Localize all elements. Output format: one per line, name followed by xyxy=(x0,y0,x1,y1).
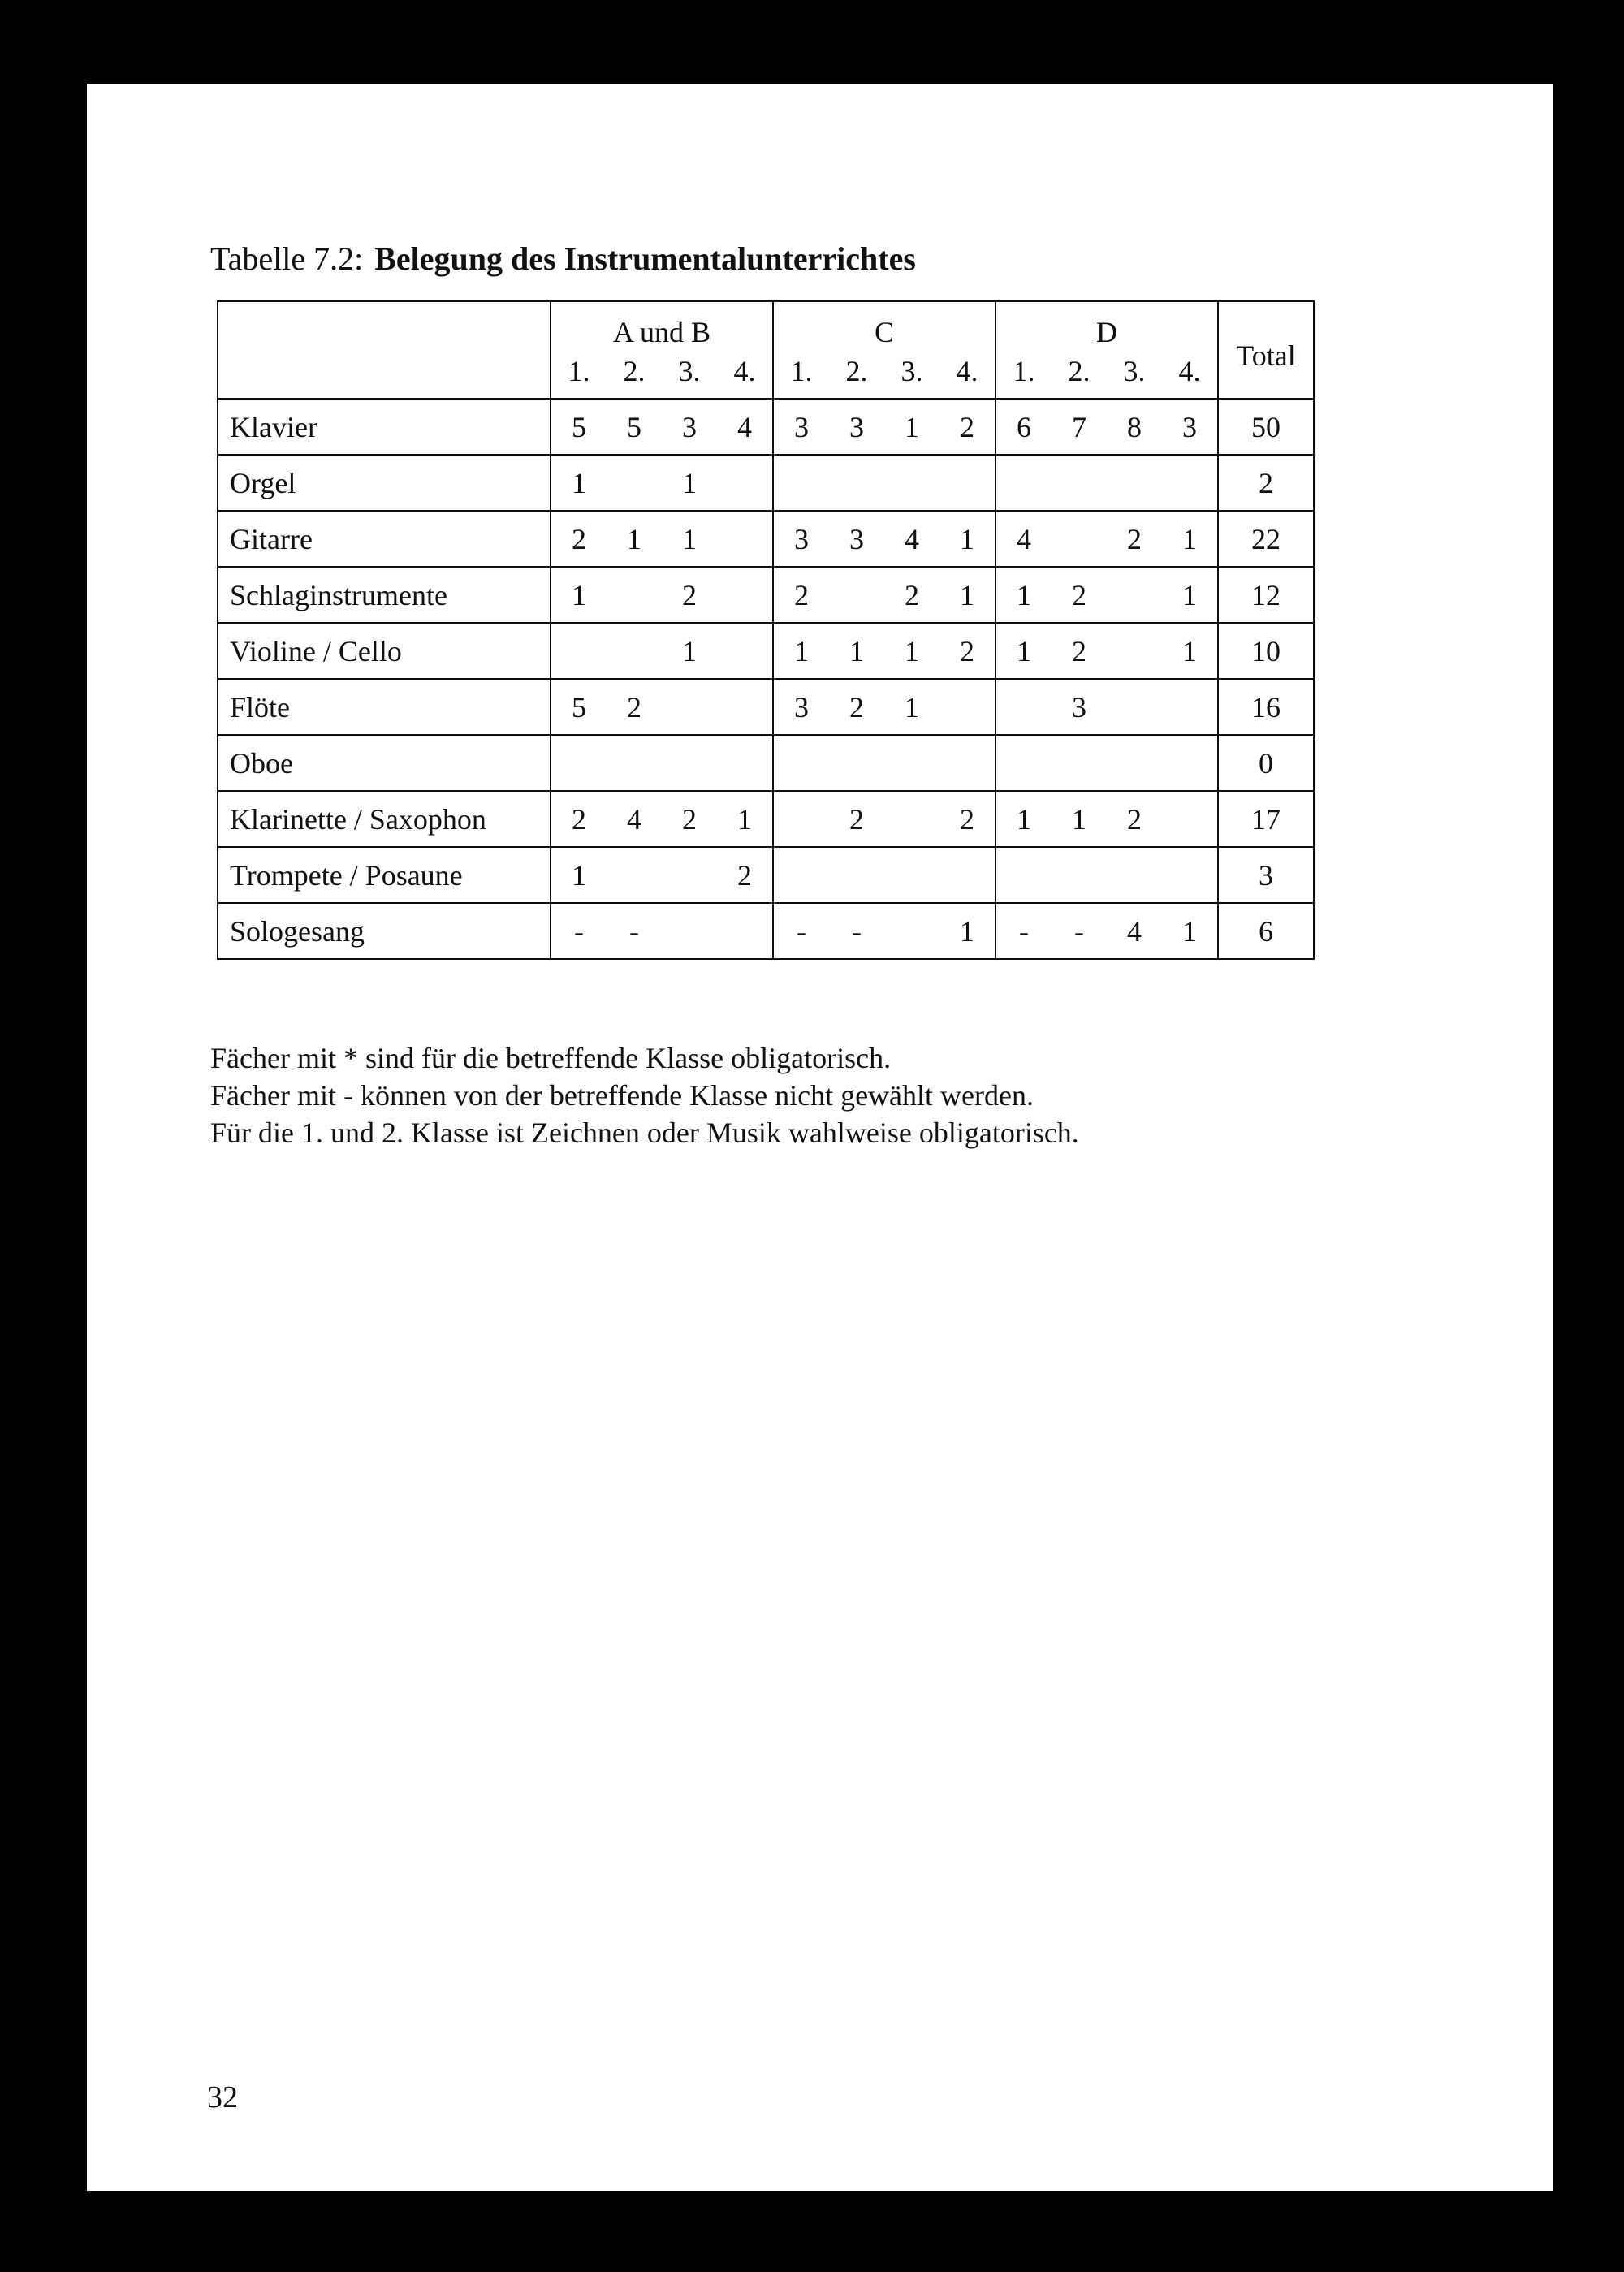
class-count xyxy=(607,577,662,613)
class-count xyxy=(607,745,662,781)
group-cell-ab xyxy=(551,735,773,791)
class-count xyxy=(939,465,995,501)
class-count: 1 xyxy=(960,914,974,948)
class-count: 1 xyxy=(1017,634,1031,667)
class-count: 2 xyxy=(1127,802,1142,836)
class-count: 1 xyxy=(960,522,974,555)
group-header-a-und-b xyxy=(551,301,773,399)
class-count xyxy=(607,857,662,893)
class-label: 3. xyxy=(901,355,923,387)
class-count xyxy=(662,689,717,725)
class-count xyxy=(1162,857,1217,893)
class-count: 2 xyxy=(849,802,864,836)
class-count xyxy=(774,465,829,501)
group-cell-ab xyxy=(551,399,773,455)
class-count: 3 xyxy=(794,522,809,555)
class-count: 4 xyxy=(737,410,752,443)
class-label: 2. xyxy=(845,355,868,387)
class-count xyxy=(939,689,995,725)
caption-title: Belegung des Instrumentalunterrichtes xyxy=(374,240,916,277)
class-count: 3 xyxy=(794,690,809,723)
class-count xyxy=(884,465,939,501)
caption-label: Tabelle 7.2: xyxy=(210,240,364,277)
class-count xyxy=(884,801,939,837)
class-count: 4 xyxy=(905,522,919,555)
row-total: 17 xyxy=(1218,791,1314,847)
group-cell-c xyxy=(773,623,996,679)
group-cell-ab xyxy=(551,791,773,847)
class-count xyxy=(774,745,829,781)
class-count: 1 xyxy=(794,634,809,667)
group-cell-ab xyxy=(551,455,773,511)
class-count xyxy=(884,914,939,949)
table-header-row xyxy=(218,301,1314,399)
table-row xyxy=(218,511,1314,567)
instrument-name: Oboe xyxy=(218,735,551,791)
class-label: 1. xyxy=(790,355,813,387)
table-row xyxy=(218,567,1314,623)
class-count: 1 xyxy=(572,858,586,892)
class-count: 2 xyxy=(572,522,586,555)
instrument-name: Trompete / Posaune xyxy=(218,847,551,903)
class-count: 4 xyxy=(1017,522,1031,555)
class-label: 4. xyxy=(956,355,978,387)
instrument-name: Schlaginstrumente xyxy=(218,567,551,623)
page-number: 32 xyxy=(207,2080,238,2114)
class-count: 1 xyxy=(572,578,586,611)
class-count xyxy=(607,633,662,669)
class-label: 2. xyxy=(1068,355,1091,387)
table-caption xyxy=(210,240,916,278)
class-count xyxy=(1052,745,1107,781)
class-count: 3 xyxy=(682,410,697,443)
group-cell-d xyxy=(996,399,1218,455)
class-count xyxy=(717,633,772,669)
class-count: 3 xyxy=(794,410,809,443)
row-total: 12 xyxy=(1218,567,1314,623)
class-count: 5 xyxy=(572,690,586,723)
class-count: 2 xyxy=(1127,522,1142,555)
class-count xyxy=(662,745,717,781)
class-count: 4 xyxy=(627,802,641,836)
class-label: 4. xyxy=(1178,355,1201,387)
instrument-name: Flöte xyxy=(218,679,551,735)
class-count xyxy=(1107,633,1162,669)
instrument-name: Violine / Cello xyxy=(218,623,551,679)
footnote: Fächer mit - können von der betreffende Klasse nicht gewählt werden. xyxy=(210,1079,1034,1112)
class-count: 1 xyxy=(1182,634,1197,667)
class-count xyxy=(717,745,772,781)
row-total: 50 xyxy=(1218,399,1314,455)
class-count: 2 xyxy=(849,690,864,723)
class-count xyxy=(939,745,995,781)
row-total: 3 xyxy=(1218,847,1314,903)
class-count: 5 xyxy=(627,410,641,443)
class-label: 2. xyxy=(623,355,646,387)
class-count xyxy=(1162,801,1217,837)
group-cell-ab xyxy=(551,679,773,735)
class-count xyxy=(1107,465,1162,501)
group-cell-ab xyxy=(551,847,773,903)
class-count: 2 xyxy=(682,802,697,836)
row-total: 22 xyxy=(1218,511,1314,567)
class-count: 2 xyxy=(572,802,586,836)
class-count xyxy=(717,577,772,613)
instrument-name: Orgel xyxy=(218,455,551,511)
class-count: 2 xyxy=(794,578,809,611)
total-header: Total xyxy=(1218,301,1314,399)
class-count xyxy=(996,857,1052,893)
class-count xyxy=(829,577,884,613)
class-count xyxy=(662,914,717,949)
class-count: 1 xyxy=(905,634,919,667)
table-row xyxy=(218,735,1314,791)
group-header-c xyxy=(773,301,996,399)
class-count: - xyxy=(1074,914,1084,948)
class-count xyxy=(717,689,772,725)
class-count xyxy=(996,465,1052,501)
class-count: - xyxy=(852,914,862,948)
row-total: 10 xyxy=(1218,623,1314,679)
row-total: 2 xyxy=(1218,455,1314,511)
footnote: Fächer mit * sind für die betreffende Klasse obligatorisch. xyxy=(210,1042,892,1074)
group-cell-ab xyxy=(551,567,773,623)
class-count: 2 xyxy=(1072,634,1086,667)
class-label: 4. xyxy=(733,355,756,387)
instrument-name: Klavier xyxy=(218,399,551,455)
group-cell-d xyxy=(996,847,1218,903)
group-cell-d xyxy=(996,903,1218,959)
group-cell-c xyxy=(773,791,996,847)
class-count: 5 xyxy=(572,410,586,443)
instrument-name: Klarinette / Saxophon xyxy=(218,791,551,847)
class-count xyxy=(1052,521,1107,557)
group-cell-c xyxy=(773,511,996,567)
class-count: 1 xyxy=(682,522,697,555)
group-cell-c xyxy=(773,567,996,623)
class-count xyxy=(662,857,717,893)
class-count xyxy=(774,801,829,837)
group-cell-c xyxy=(773,455,996,511)
group-name: D xyxy=(1096,316,1117,348)
group-cell-d xyxy=(996,679,1218,735)
class-count xyxy=(551,633,607,669)
class-count: 1 xyxy=(682,634,697,667)
row-total: 0 xyxy=(1218,735,1314,791)
class-count: - xyxy=(574,914,584,948)
group-cell-ab xyxy=(551,623,773,679)
class-count: 1 xyxy=(1017,578,1031,611)
class-count: 8 xyxy=(1127,410,1142,443)
class-count xyxy=(1107,857,1162,893)
class-count xyxy=(1162,465,1217,501)
class-count xyxy=(884,857,939,893)
class-count xyxy=(996,745,1052,781)
class-count: 1 xyxy=(1182,578,1197,611)
class-count: 1 xyxy=(627,522,641,555)
group-cell-d xyxy=(996,735,1218,791)
table-row xyxy=(218,679,1314,735)
row-total: 16 xyxy=(1218,679,1314,735)
class-count xyxy=(884,745,939,781)
class-count: 2 xyxy=(682,578,697,611)
class-count: 4 xyxy=(1127,914,1142,948)
class-count: 1 xyxy=(1017,802,1031,836)
class-count xyxy=(607,465,662,501)
class-count: 3 xyxy=(849,410,864,443)
class-label: 1. xyxy=(1013,355,1035,387)
table-row xyxy=(218,455,1314,511)
class-count: - xyxy=(797,914,806,948)
class-count: 2 xyxy=(1072,578,1086,611)
class-count: 1 xyxy=(905,690,919,723)
group-header-d xyxy=(996,301,1218,399)
class-count: 1 xyxy=(737,802,752,836)
class-count: 1 xyxy=(1182,914,1197,948)
class-count: 2 xyxy=(627,690,641,723)
class-count xyxy=(1052,465,1107,501)
table-row xyxy=(218,399,1314,455)
group-cell-c xyxy=(773,903,996,959)
class-count xyxy=(829,465,884,501)
class-count: - xyxy=(629,914,639,948)
group-cell-ab xyxy=(551,903,773,959)
class-count: 3 xyxy=(849,522,864,555)
header-empty-cell xyxy=(218,301,551,399)
footnotes xyxy=(210,1039,1079,1151)
class-count xyxy=(717,521,772,557)
group-cell-d xyxy=(996,623,1218,679)
class-count: - xyxy=(1019,914,1029,948)
table-row xyxy=(218,903,1314,959)
class-count xyxy=(1107,577,1162,613)
class-count: 3 xyxy=(1072,690,1086,723)
class-count xyxy=(717,914,772,949)
class-count xyxy=(1107,745,1162,781)
document-page xyxy=(87,84,1553,2191)
class-count: 2 xyxy=(737,858,752,892)
class-count xyxy=(1162,745,1217,781)
class-count: 7 xyxy=(1072,410,1086,443)
class-count xyxy=(1107,689,1162,725)
class-count: 1 xyxy=(682,466,697,499)
class-label: 3. xyxy=(678,355,701,387)
class-count xyxy=(996,689,1052,725)
group-cell-d xyxy=(996,455,1218,511)
class-count: 2 xyxy=(960,802,974,836)
group-cell-c xyxy=(773,399,996,455)
class-count: 1 xyxy=(1072,802,1086,836)
group-cell-d xyxy=(996,511,1218,567)
class-count: 1 xyxy=(849,634,864,667)
class-count: 2 xyxy=(960,410,974,443)
group-cell-d xyxy=(996,567,1218,623)
class-count: 1 xyxy=(572,466,586,499)
footnote: Für die 1. und 2. Klasse ist Zeichnen oder Musik wahlweise obligatorisch. xyxy=(210,1117,1079,1149)
group-name: C xyxy=(874,316,894,348)
instrument-table xyxy=(217,300,1315,960)
class-count: 1 xyxy=(1182,522,1197,555)
instrument-name: Gitarre xyxy=(218,511,551,567)
class-count xyxy=(1052,857,1107,893)
table-row xyxy=(218,623,1314,679)
class-label: 1. xyxy=(568,355,590,387)
class-count: 2 xyxy=(960,634,974,667)
class-count xyxy=(551,745,607,781)
group-cell-c xyxy=(773,735,996,791)
class-count: 2 xyxy=(905,578,919,611)
class-count: 1 xyxy=(905,410,919,443)
row-total: 6 xyxy=(1218,903,1314,959)
class-count xyxy=(829,745,884,781)
class-count: 1 xyxy=(960,578,974,611)
instrument-name: Sologesang xyxy=(218,903,551,959)
class-count xyxy=(717,465,772,501)
table-row xyxy=(218,847,1314,903)
class-count: 3 xyxy=(1182,410,1197,443)
class-count xyxy=(774,857,829,893)
class-count xyxy=(939,857,995,893)
group-cell-c xyxy=(773,847,996,903)
class-count: 6 xyxy=(1017,410,1031,443)
group-cell-ab xyxy=(551,511,773,567)
class-count xyxy=(1162,689,1217,725)
class-count xyxy=(829,857,884,893)
group-cell-c xyxy=(773,679,996,735)
group-cell-d xyxy=(996,791,1218,847)
table-row xyxy=(218,791,1314,847)
class-label: 3. xyxy=(1123,355,1146,387)
group-name: A und B xyxy=(612,316,711,348)
